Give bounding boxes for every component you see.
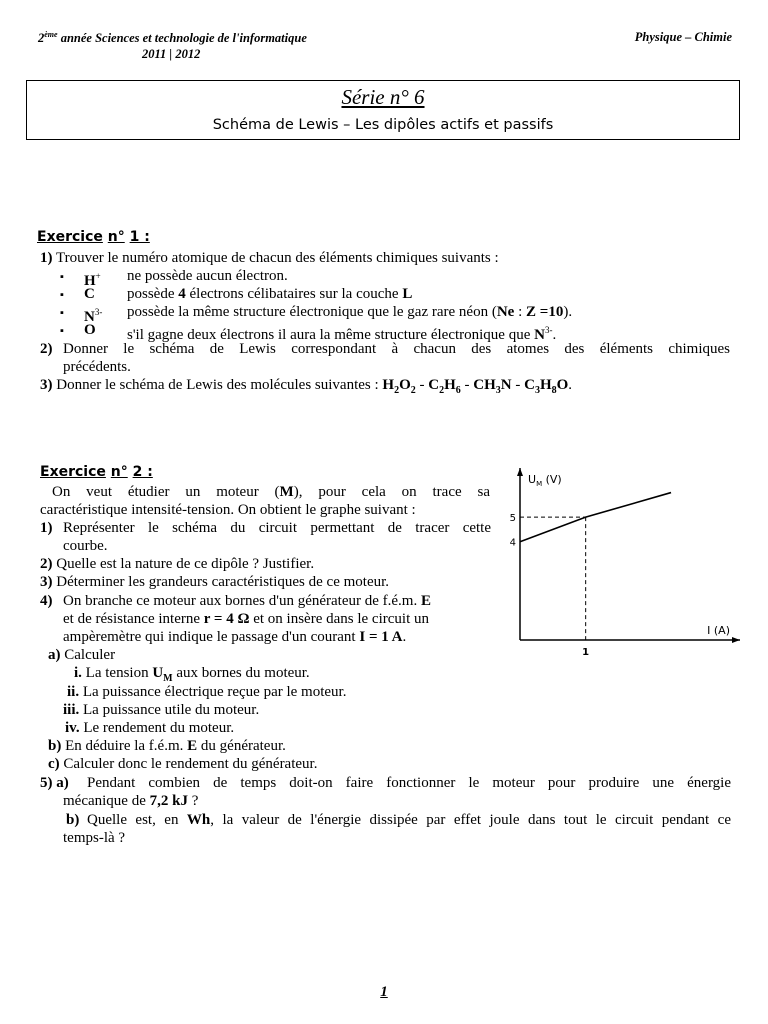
- page-number: 1: [380, 984, 388, 1000]
- y-tick-label: 4: [509, 537, 516, 549]
- sep: -: [415, 377, 429, 393]
- label: iii.: [63, 702, 80, 718]
- ex1-q3-text: Donner le schéma de Lewis des molécules suivantes :: [56, 377, 383, 393]
- ex1-q2-line1: Donner le schéma de Lewis correspondant à chacun des atomes des éléments chimiques: [63, 341, 730, 357]
- molecule-c3h8o: $C_3H_8O$: [524, 377, 569, 396]
- ex2-q4a-iv: [65, 719, 234, 737]
- ex1-heading: [37, 229, 150, 245]
- text: Le rendement du moteur.: [83, 720, 235, 736]
- label: i.: [74, 665, 82, 681]
- header-year-sup: ème: [44, 30, 58, 39]
- ex1-q1: [40, 249, 499, 267]
- text: Calculer: [64, 647, 116, 663]
- header-year-num: 2: [38, 31, 45, 46]
- label: b): [66, 812, 80, 828]
- text: Quelle est la nature de ce dipôle ? Justifier.: [56, 556, 315, 572]
- text: Calculer donc le rendement du générateur.: [63, 756, 318, 772]
- text: , la valeur de l'énergie dissipée par effet joule dans tout le circuit pendant ce: [210, 812, 731, 828]
- ex1-q2-num: [40, 340, 53, 358]
- text: La puissance utile du moteur.: [83, 702, 260, 718]
- ex2-q4b: [48, 737, 286, 755]
- ex2-heading: [40, 464, 153, 480]
- ex2-q1-num: [40, 519, 53, 537]
- ex1-item-o-symbol: [84, 321, 96, 339]
- ex2-intro2: caractéristique intensité-tension. On obtient le graphe suivant :: [40, 502, 416, 518]
- header-school-year: 2011 | 2012: [142, 47, 201, 61]
- ex1-item-n-text: [127, 303, 572, 321]
- text: ?: [187, 793, 199, 809]
- ex2-q4-line2: [63, 610, 429, 628]
- y-axis-arrow-icon: [517, 468, 523, 476]
- ex2-q4-line3: [63, 628, 406, 646]
- text: et on insère dans le circuit un: [249, 611, 429, 627]
- ex2-q4-num: [40, 592, 53, 610]
- ex1-heading-number: 1 :: [129, 229, 150, 245]
- label: a): [48, 647, 61, 663]
- header-left: [38, 30, 307, 46]
- symbol: O: [84, 322, 96, 338]
- num: 2): [40, 556, 53, 572]
- ex2-q5-num: [40, 774, 69, 792]
- label: b): [48, 738, 62, 754]
- serie-title: Série n° 6: [341, 85, 425, 109]
- symbol-charge: 3-: [94, 307, 103, 317]
- ex2-q1-line1: Représenter le schéma du circuit permettant de tracer cette: [63, 520, 491, 536]
- ex2-heading-number: 2 :: [132, 464, 153, 480]
- text: ampèremètre qui indique le passage d'un courant: [63, 629, 360, 645]
- ex1-item-h: [60, 267, 64, 286]
- ex2-q4a-iii: [63, 701, 259, 719]
- bold: 7,2 kJ: [149, 793, 188, 809]
- x-axis-arrow-icon: [732, 637, 740, 643]
- ex1-item-o: [60, 321, 64, 340]
- y-tick-label: 5: [509, 513, 516, 525]
- charge: 3-: [544, 325, 553, 335]
- num: 3): [40, 377, 53, 393]
- label: c): [48, 756, 60, 772]
- bold: U: [152, 665, 164, 681]
- ex1-q1-num: 1): [40, 250, 53, 266]
- bold: Z =10: [526, 304, 564, 320]
- ex1-q1-text: Trouver le numéro atomique de chacun des éléments chimiques suivants :: [55, 250, 499, 266]
- molecule-c2h6: $C_2H_6$: [428, 377, 461, 396]
- text: La tension: [85, 665, 153, 681]
- ex1-q3: 3) Donner le schéma de Lewis des molécules suivantes : $H_2O_2 - C_2H_6 - CH_3N - C_3H_8O$.: [40, 377, 573, 396]
- sep: -: [511, 377, 525, 393]
- num: 3): [40, 574, 53, 590]
- molecule-h2o2: $H_2O_2$: [382, 377, 416, 396]
- text: .: [402, 629, 407, 645]
- text: du générateur.: [197, 738, 286, 754]
- text: possède la même structure électronique que le gaz rare néon (: [127, 304, 497, 320]
- bold: I = 1 A: [359, 629, 403, 645]
- bold: Wh: [186, 812, 211, 828]
- ex2-q3: [40, 573, 389, 591]
- text: mécanique de: [63, 793, 150, 809]
- bold: E: [420, 593, 431, 609]
- sub: M: [163, 673, 173, 684]
- text: s'il gagne deux électrons il aura la même structure électronique que: [127, 327, 535, 343]
- x-tick-label: 1: [582, 647, 590, 658]
- header-class: année Sciences et technologie de l'informatique: [57, 31, 307, 46]
- sep: -: [460, 377, 474, 393]
- num: 5): [40, 775, 53, 791]
- ex2-intro1: [52, 483, 490, 501]
- ex2-heading-num-label: n°: [110, 464, 128, 480]
- ex2-q5b-label: [66, 811, 79, 829]
- bullet-icon: ▪: [60, 289, 64, 301]
- header-subject: Physique – Chimie: [634, 30, 732, 44]
- bold: E: [187, 738, 198, 754]
- symbol: N: [84, 309, 95, 325]
- text: ).: [563, 304, 573, 320]
- ex2-q4a-ii: [67, 683, 346, 701]
- symbol: C: [84, 286, 95, 302]
- ex2-q4-line1: [63, 592, 431, 610]
- num: 2): [40, 341, 53, 357]
- label: iv.: [65, 720, 80, 736]
- ex2-intro1-text: On veut étudier un moteur (M), pour cela on trace sa: [52, 484, 490, 500]
- bold: r = 4 Ω: [203, 611, 250, 627]
- ex2-q4a: [48, 646, 115, 664]
- text: possède: [127, 286, 179, 302]
- label: a): [56, 775, 69, 791]
- symbol: H: [84, 273, 96, 289]
- x-axis-label: I (A): [707, 624, 730, 637]
- text: aux bornes du moteur.: [172, 665, 310, 681]
- ex1-item-n: [60, 303, 64, 322]
- ex1-item-c: [60, 285, 64, 304]
- ex2-q5b-line1: [87, 811, 731, 829]
- bold: 4: [178, 286, 186, 302]
- ex1-heading-num-label: n°: [107, 229, 125, 245]
- ex1-heading-word: Exercice: [37, 229, 103, 245]
- bullet-icon: ▪: [60, 325, 64, 337]
- ex2-q5a-line1: Pendant combien de temps doit-on faire fonctionner le moteur pour produire une énergie: [87, 775, 731, 791]
- text: et de résistance interne: [63, 611, 204, 627]
- y-axis-label: $U_M$ (V): [528, 473, 562, 488]
- text: électrons célibataires sur la couche: [185, 286, 403, 302]
- ex2-heading-word: Exercice: [40, 464, 106, 480]
- symbol-charge: +: [95, 271, 101, 281]
- text: Quelle est, en: [87, 812, 187, 828]
- ex1-item-h-text: ne possède aucun électron.: [127, 268, 288, 284]
- bold: L: [402, 286, 413, 302]
- label: ii.: [67, 684, 80, 700]
- ex1-item-c-symbol: [84, 285, 95, 303]
- ex2-q5a-line2: [63, 792, 198, 810]
- bullet-icon: ▪: [60, 271, 64, 283]
- ui-graph: [500, 460, 750, 665]
- bold: N: [534, 327, 545, 343]
- ex2-q5b-line2: temps-là ?: [63, 830, 126, 846]
- num: 1): [40, 520, 53, 536]
- ex2-q4c: [48, 755, 317, 773]
- text: En déduire la f.é.m.: [65, 738, 188, 754]
- bold: Ne: [496, 304, 515, 320]
- text: On branche ce moteur aux bornes d'un générateur de f.é.m.: [63, 593, 421, 609]
- ex1-item-c-text: [127, 285, 412, 303]
- bullet-icon: ▪: [60, 307, 64, 319]
- text: La puissance électrique reçue par le moteur.: [82, 684, 347, 700]
- text: .: [552, 327, 557, 343]
- text: Déterminer les grandeurs caractéristiques de ce moteur.: [56, 574, 390, 590]
- ex1-q2-line2: précédents.: [63, 359, 131, 375]
- molecule-ch3n: $CH_3N$: [473, 377, 512, 396]
- num: 4): [40, 593, 53, 609]
- ex2-q1-line2: courbe.: [63, 538, 108, 554]
- text: :: [514, 304, 527, 320]
- serie-subtitle: Schéma de Lewis – Les dipôles actifs et passifs: [212, 117, 554, 133]
- title-box: [26, 80, 740, 140]
- ex2-q2: [40, 555, 314, 573]
